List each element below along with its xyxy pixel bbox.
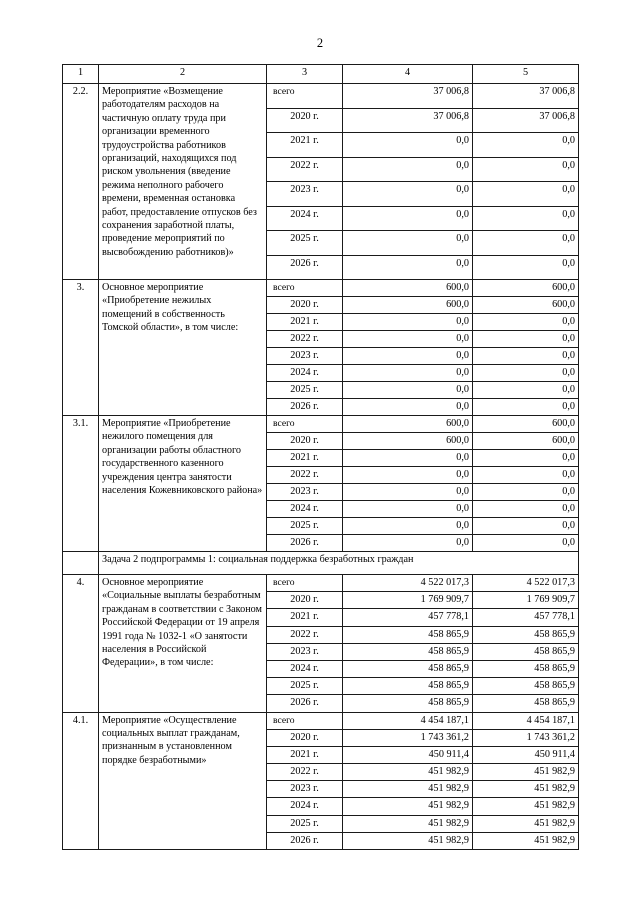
amount-federal-cell: 458 865,9 <box>473 660 579 677</box>
amount-federal-cell: 0,0 <box>473 206 579 231</box>
row-description-cell: Мероприятие «Возмещение работодателям расходов на частичную оплату труда при организации временного трудоустройства работников организаций, находящихся под риском увольнения (введение режима неполного рабочего времени, временная остановка работ, предоставление отпусков без сохранения заработной платы, проведение мероприятий по высвобождению работников)» <box>99 84 267 280</box>
amount-federal-cell: 600,0 <box>473 280 579 297</box>
period-cell: 2025 г. <box>267 518 343 535</box>
task-separator-row <box>63 552 579 575</box>
period-cell: 2021 г. <box>267 314 343 331</box>
table-row <box>63 84 579 109</box>
amount-federal-cell: 0,0 <box>473 365 579 382</box>
task-row-empty-cell <box>63 552 99 575</box>
period-cell: 2025 г. <box>267 815 343 832</box>
table-header-row <box>63 65 579 84</box>
row-number-cell: 4. <box>63 575 99 713</box>
amount-total-cell: 600,0 <box>343 280 473 297</box>
amount-total-cell: 0,0 <box>343 450 473 467</box>
period-cell: 2023 г. <box>267 348 343 365</box>
budget-table-container <box>62 64 578 850</box>
amount-federal-cell: 1 743 361,2 <box>473 729 579 746</box>
amount-total-cell: 1 769 909,7 <box>343 592 473 609</box>
row-description-cell: Основное мероприятие «Социальные выплаты безработным гражданам в соответствии с Законом Российской Федерации от 19 апреля 1991 года № 1032-1 «О занятости населения в Российской Федерации», в том числе: <box>99 575 267 713</box>
period-cell: 2022 г. <box>267 157 343 182</box>
task-label-cell: Задача 2 подпрограммы 1: социальная поддержка безработных граждан <box>99 552 579 575</box>
period-cell: 2026 г. <box>267 535 343 552</box>
amount-total-cell: 0,0 <box>343 157 473 182</box>
period-cell: 2023 г. <box>267 643 343 660</box>
amount-federal-cell: 458 865,9 <box>473 626 579 643</box>
period-cell: 2022 г. <box>267 626 343 643</box>
amount-total-cell: 451 982,9 <box>343 781 473 798</box>
amount-federal-cell: 600,0 <box>473 433 579 450</box>
amount-federal-cell: 0,0 <box>473 450 579 467</box>
amount-federal-cell: 0,0 <box>473 133 579 158</box>
row-number-cell: 4.1. <box>63 712 99 850</box>
amount-federal-cell: 4 454 187,1 <box>473 712 579 729</box>
amount-total-cell: 450 911,4 <box>343 746 473 763</box>
amount-total-cell: 4 454 187,1 <box>343 712 473 729</box>
amount-federal-cell: 1 769 909,7 <box>473 592 579 609</box>
period-cell: 2026 г. <box>267 832 343 849</box>
period-cell: всего <box>267 575 343 592</box>
period-cell: 2024 г. <box>267 206 343 231</box>
period-cell: 2026 г. <box>267 399 343 416</box>
column-header-1: 1 <box>63 65 99 84</box>
amount-total-cell: 0,0 <box>343 331 473 348</box>
amount-total-cell: 451 982,9 <box>343 798 473 815</box>
period-cell: 2025 г. <box>267 382 343 399</box>
amount-federal-cell: 451 982,9 <box>473 832 579 849</box>
amount-total-cell: 0,0 <box>343 484 473 501</box>
period-cell: 2021 г. <box>267 746 343 763</box>
amount-federal-cell: 0,0 <box>473 231 579 256</box>
period-cell: 2020 г. <box>267 592 343 609</box>
amount-total-cell: 458 865,9 <box>343 678 473 695</box>
amount-total-cell: 0,0 <box>343 206 473 231</box>
amount-total-cell: 458 865,9 <box>343 660 473 677</box>
column-header-4: 4 <box>343 65 473 84</box>
period-cell: 2023 г. <box>267 484 343 501</box>
amount-federal-cell: 0,0 <box>473 157 579 182</box>
period-cell: 2026 г. <box>267 255 343 280</box>
amount-total-cell: 0,0 <box>343 133 473 158</box>
budget-table <box>62 64 579 850</box>
period-cell: 2024 г. <box>267 660 343 677</box>
amount-federal-cell: 0,0 <box>473 518 579 535</box>
amount-total-cell: 0,0 <box>343 314 473 331</box>
amount-federal-cell: 451 982,9 <box>473 764 579 781</box>
amount-total-cell: 451 982,9 <box>343 832 473 849</box>
amount-federal-cell: 0,0 <box>473 501 579 518</box>
period-cell: 2025 г. <box>267 678 343 695</box>
period-cell: 2020 г. <box>267 729 343 746</box>
amount-federal-cell: 4 522 017,3 <box>473 575 579 592</box>
amount-federal-cell: 451 982,9 <box>473 815 579 832</box>
amount-total-cell: 37 006,8 <box>343 108 473 133</box>
amount-total-cell: 600,0 <box>343 297 473 314</box>
amount-federal-cell: 458 865,9 <box>473 678 579 695</box>
amount-total-cell: 457 778,1 <box>343 609 473 626</box>
amount-total-cell: 0,0 <box>343 467 473 484</box>
amount-federal-cell: 458 865,9 <box>473 643 579 660</box>
period-cell: 2026 г. <box>267 695 343 712</box>
amount-total-cell: 0,0 <box>343 182 473 207</box>
period-cell: 2022 г. <box>267 331 343 348</box>
amount-federal-cell: 0,0 <box>473 331 579 348</box>
period-cell: 2025 г. <box>267 231 343 256</box>
amount-federal-cell: 0,0 <box>473 348 579 365</box>
amount-federal-cell: 451 982,9 <box>473 781 579 798</box>
period-cell: всего <box>267 712 343 729</box>
period-cell: 2020 г. <box>267 297 343 314</box>
table-row <box>63 575 579 592</box>
table-row <box>63 712 579 729</box>
amount-total-cell: 0,0 <box>343 535 473 552</box>
amount-total-cell: 0,0 <box>343 348 473 365</box>
amount-total-cell: 458 865,9 <box>343 643 473 660</box>
row-description-cell: Мероприятие «Осуществление социальных выплат гражданам, признанным в установленном порядке безработными» <box>99 712 267 850</box>
amount-federal-cell: 450 911,4 <box>473 746 579 763</box>
row-number-cell: 2.2. <box>63 84 99 280</box>
amount-total-cell: 0,0 <box>343 365 473 382</box>
period-cell: 2022 г. <box>267 764 343 781</box>
amount-federal-cell: 0,0 <box>473 399 579 416</box>
amount-federal-cell: 457 778,1 <box>473 609 579 626</box>
row-number-cell: 3.1. <box>63 416 99 552</box>
column-header-2: 2 <box>99 65 267 84</box>
period-cell: 2022 г. <box>267 467 343 484</box>
amount-total-cell: 0,0 <box>343 399 473 416</box>
amount-federal-cell: 37 006,8 <box>473 108 579 133</box>
amount-total-cell: 458 865,9 <box>343 695 473 712</box>
amount-total-cell: 600,0 <box>343 433 473 450</box>
amount-federal-cell: 458 865,9 <box>473 695 579 712</box>
amount-total-cell: 0,0 <box>343 231 473 256</box>
amount-total-cell: 0,0 <box>343 382 473 399</box>
amount-federal-cell: 37 006,8 <box>473 84 579 109</box>
amount-total-cell: 0,0 <box>343 501 473 518</box>
period-cell: всего <box>267 84 343 109</box>
amount-federal-cell: 600,0 <box>473 416 579 433</box>
amount-federal-cell: 0,0 <box>473 255 579 280</box>
period-cell: 2021 г. <box>267 609 343 626</box>
period-cell: 2021 г. <box>267 450 343 467</box>
column-header-3: 3 <box>267 65 343 84</box>
amount-federal-cell: 0,0 <box>473 535 579 552</box>
period-cell: 2020 г. <box>267 108 343 133</box>
column-header-5: 5 <box>473 65 579 84</box>
period-cell: 2024 г. <box>267 798 343 815</box>
table-row <box>63 416 579 433</box>
amount-federal-cell: 600,0 <box>473 297 579 314</box>
period-cell: всего <box>267 416 343 433</box>
row-number-cell: 3. <box>63 280 99 416</box>
amount-total-cell: 4 522 017,3 <box>343 575 473 592</box>
amount-federal-cell: 0,0 <box>473 382 579 399</box>
amount-total-cell: 451 982,9 <box>343 764 473 781</box>
amount-total-cell: 458 865,9 <box>343 626 473 643</box>
period-cell: всего <box>267 280 343 297</box>
amount-total-cell: 451 982,9 <box>343 815 473 832</box>
amount-total-cell: 37 006,8 <box>343 84 473 109</box>
period-cell: 2024 г. <box>267 365 343 382</box>
table-row <box>63 280 579 297</box>
amount-total-cell: 600,0 <box>343 416 473 433</box>
amount-total-cell: 0,0 <box>343 255 473 280</box>
amount-federal-cell: 0,0 <box>473 182 579 207</box>
row-description-cell: Основное мероприятие «Приобретение нежилых помещений в собственность Томской области», в том числе: <box>99 280 267 416</box>
amount-federal-cell: 451 982,9 <box>473 798 579 815</box>
amount-federal-cell: 0,0 <box>473 467 579 484</box>
period-cell: 2020 г. <box>267 433 343 450</box>
period-cell: 2023 г. <box>267 781 343 798</box>
period-cell: 2021 г. <box>267 133 343 158</box>
amount-total-cell: 1 743 361,2 <box>343 729 473 746</box>
row-description-cell: Мероприятие «Приобретение нежилого помещения для организации работы областного государственного казенного учреждения центра занятости населения Кожевниковского района» <box>99 416 267 552</box>
period-cell: 2023 г. <box>267 182 343 207</box>
page-number: 2 <box>316 36 324 50</box>
amount-total-cell: 0,0 <box>343 518 473 535</box>
amount-federal-cell: 0,0 <box>473 314 579 331</box>
period-cell: 2024 г. <box>267 501 343 518</box>
amount-federal-cell: 0,0 <box>473 484 579 501</box>
